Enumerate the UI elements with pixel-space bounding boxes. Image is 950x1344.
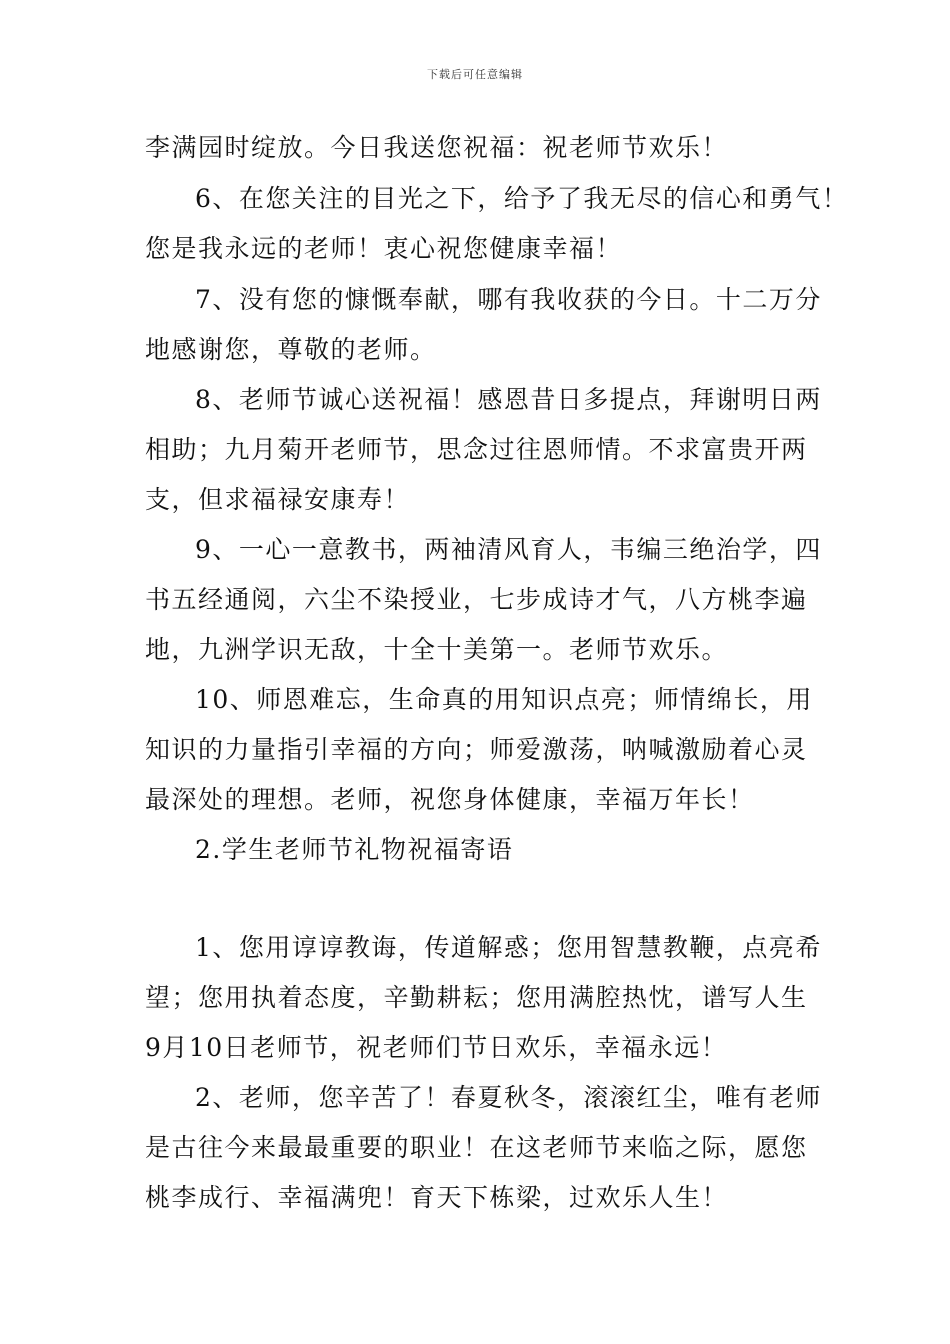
text-line: 10、师恩难忘，生命真的用知识点亮；师情绵长，用 (195, 685, 813, 714)
text-line: 最深处的理想。老师，祝您身体健康，幸福万年长！ (145, 785, 755, 814)
text-line: 1、您用谆谆教诲，传道解惑；您用智慧教鞭，点亮希 (195, 933, 822, 962)
text-line: 支，但求福禄安康寿！ (145, 485, 411, 514)
text-line: 地感谢您，尊敬的老师。 (145, 335, 437, 364)
page-header: 下载后可任意编辑 (427, 68, 523, 81)
text-line: 望；您用执着态度，辛勤耕耘；您用满腔热忱，谱写人生 (145, 983, 808, 1012)
text-line: 2、老师，您辛苦了！春夏秋冬，滚滚红尘，唯有老师 (195, 1083, 822, 1112)
text-line: 9、一心一意教书，两袖清风育人，韦编三绝治学，四 (195, 535, 822, 564)
text-line: 知识的力量指引幸福的方向；师爱激荡，呐喊激励着心灵 (145, 735, 808, 764)
section-heading: 2.学生老师节礼物祝福寄语 (195, 835, 514, 864)
text-line: 李满园时绽放。今日我送您祝福：祝老师节欢乐！ (145, 133, 729, 162)
text-line: 地，九洲学识无敌，十全十美第一。老师节欢乐。 (145, 635, 729, 664)
text-line: 书五经通阅，六尘不染授业，七步成诗才气，八方桃李遍 (145, 585, 808, 614)
text-line: 9月10日老师节，祝老师们节日欢乐，幸福永远！ (145, 1033, 728, 1062)
text-line: 桃李成行、幸福满兜！育天下栋梁，过欢乐人生！ (145, 1183, 729, 1212)
text-line: 8、老师节诚心送祝福！感恩昔日多提点，拜谢明日两 (195, 385, 822, 414)
text-line: 您是我永远的老师！衷心祝您健康幸福！ (145, 234, 623, 263)
text-line: 6、在您关注的目光之下，给予了我无尽的信心和勇气！ (195, 184, 849, 213)
text-line: 是古往今来最最重要的职业！在这老师节来临之际，愿您 (145, 1133, 808, 1162)
text-line: 相助；九月菊开老师节，思念过往恩师情。不求富贵开两 (145, 435, 808, 464)
text-line: 7、没有您的慷慨奉献，哪有我收获的今日。十二万分 (195, 285, 822, 314)
